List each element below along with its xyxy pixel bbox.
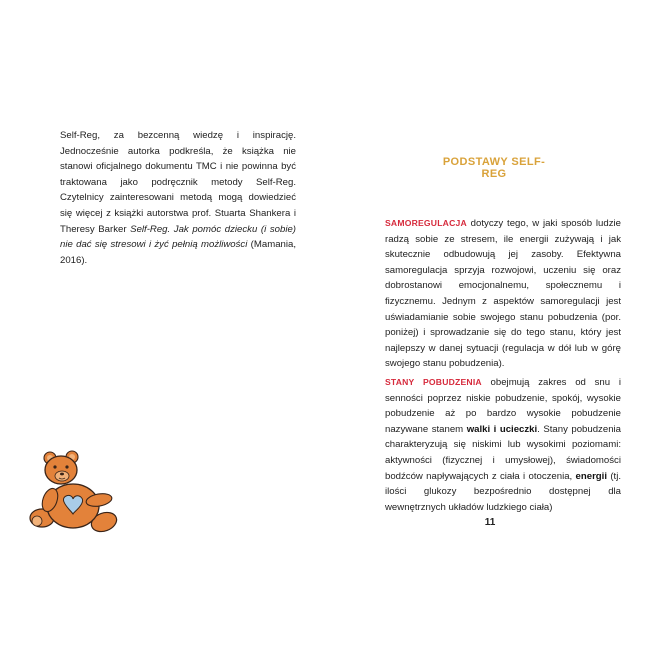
- left-text-before: Self-Reg, za bezcenną wiedzę i inspirację. Jednocześnie autorka podkreśla, że książka nie stanowi oficjalnego dokumentu TMC i nie powinna być traktowana jako podręcznik metody Self-Reg. Czytelnicy zainteresowani metodą mogą dowiedzieć się więcej z książki autorstwa prof. Stuarta Shankera i Theresy Barker: [60, 130, 296, 235]
- paragraph-2-text-c: (tj. ilości glukozy bezpośrednio dostępnej dla wewnętrznych układów ludzkiego ciała): [385, 470, 621, 513]
- paragraph-stany-pobudzenia: [385, 375, 621, 515]
- section-title: PODSTAWY SELF-REG: [442, 156, 546, 180]
- term-stany-pobudzenia: STANY POBUDZENIA: [385, 377, 482, 387]
- right-page: [325, 0, 650, 650]
- paragraph-samoregulacja: [385, 216, 621, 372]
- paragraph-1-text: dotyczy tego, w jaki sposób ludzie radzą sobie ze stresem, ile energii zużywają i jak skutecznie odbudowują jej zasoby. Efektywna samoregulacja sprzyja rozwojowi, uczeniu się oraz dobrostanowi emocjonalnemu, społecznemu i fizycznemu. Jednym z aspektów samoregulacji jest uświadamianie sobie swojego stanu pobudzenia (por. poniżej) i sprowadzanie się do tego stanu, który jest najlepszy w danej sytuacji (regulacja w dół lub w górę swojego stanu pobudzenia).: [385, 218, 621, 370]
- paragraph-2-text-a: obejmują zakres od snu i senności poprzez niskie pobudzenie, spokój, wysokie pobudzenie aż po bardzo wysokie pobudzenie nazywane stanem: [385, 377, 621, 435]
- left-body-text: [60, 128, 296, 268]
- paragraph-2-text-b: . Stany pobudzenia charakteryzują się niskimi lub wysokimi poziomami: aktywności (fizycznej i umysłowej), świadomości bodźców napływających z ciała i otoczenia,: [385, 423, 621, 482]
- book-title: Self-Reg. Jak pomóc dziecku (i sobie) nie dać się stresowi i żyć pełnią możliwości: [60, 223, 296, 251]
- bold-walki-i-ucieczki: walki i ucieczki: [466, 423, 538, 435]
- page-number: 11: [484, 517, 496, 528]
- bold-energii: energii: [575, 470, 608, 482]
- term-samoregulacja: SAMOREGULACJA: [385, 218, 467, 228]
- teddy-bear-icon: [28, 448, 128, 538]
- left-text-after: (Mamania, 2016).: [60, 239, 296, 266]
